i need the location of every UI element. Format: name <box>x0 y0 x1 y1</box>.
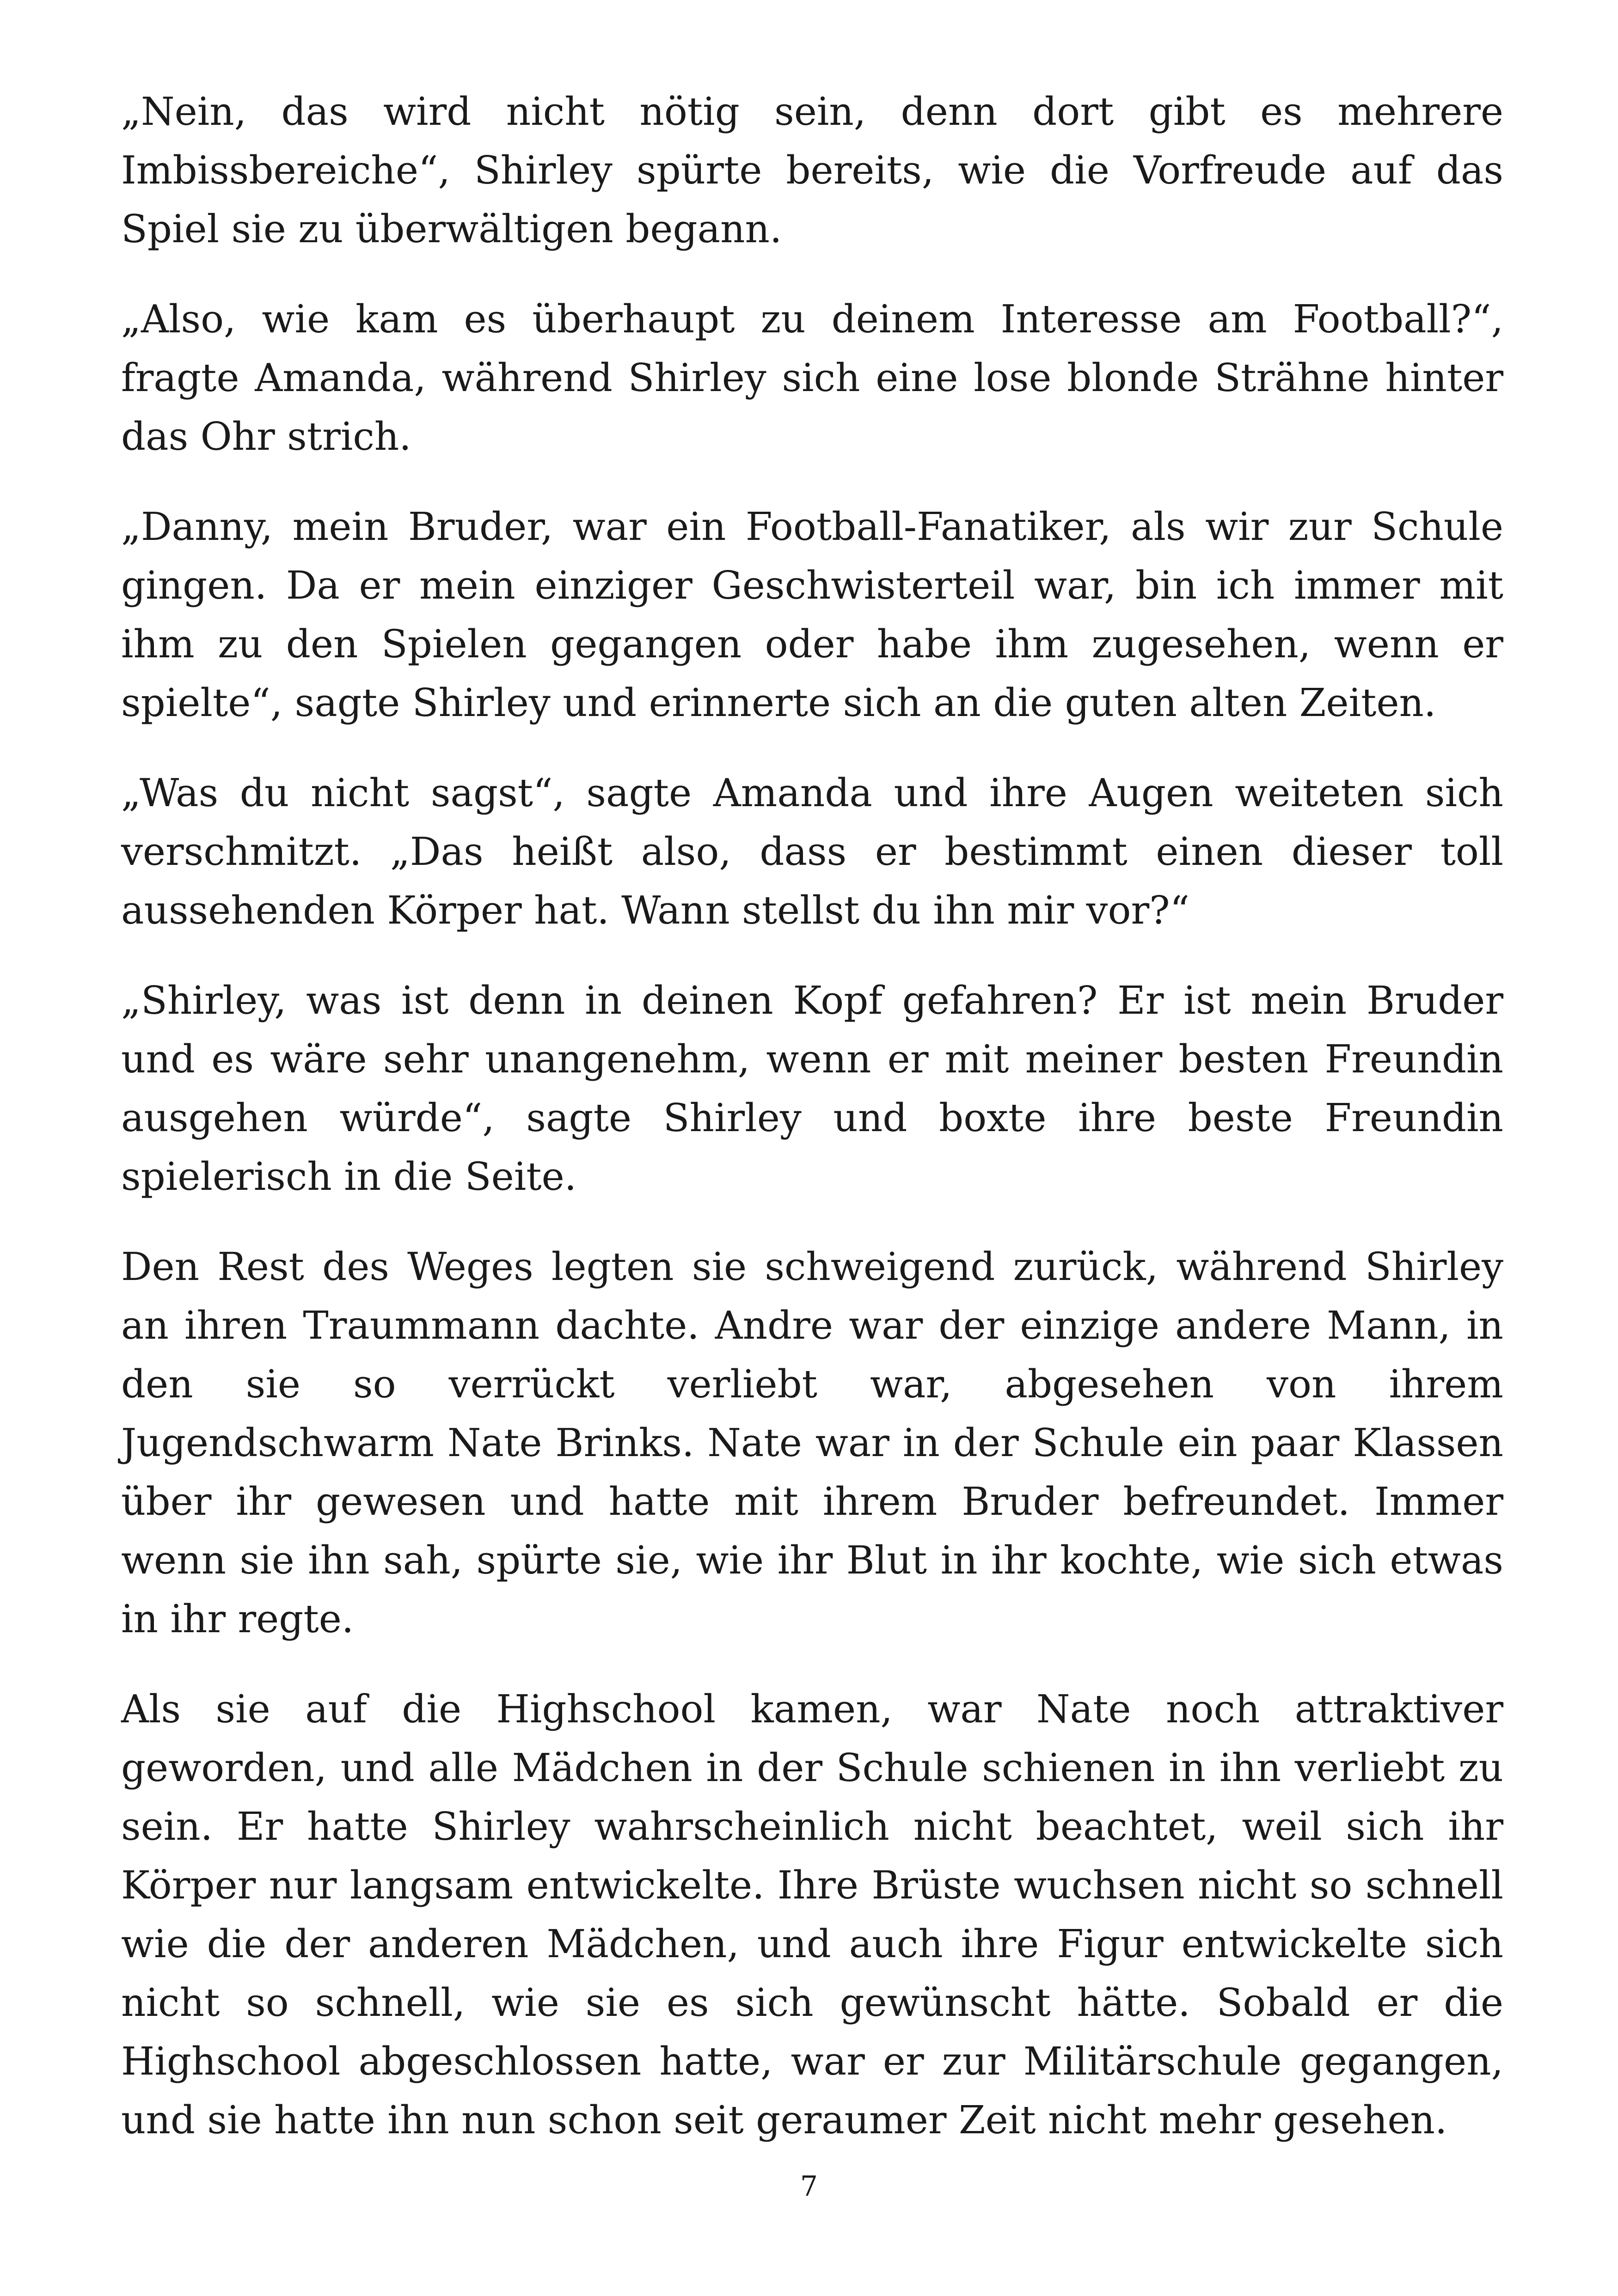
paragraph-1: „Nein, das wird nicht nötig sein, denn dort gibt es mehrere Imbissbereiche“, Shirley spürte bereits, wie die Vorfreude auf das Spiel sie zu überwältigen begann. <box>121 89 1503 251</box>
paragraph-4: „Was du nicht sagst“, sagte Amanda und ihre Augen weiteten sich verschmitzt. „Das heißt also, dass er bestimmt einen dieser toll aussehenden Körper hat. Wann stellst du ihn mir vor?“ <box>121 771 1503 933</box>
paragraph-7: Als sie auf die Highschool kamen, war Nate noch attraktiver geworden, und alle Mädchen in der Schule schienen in ihn verliebt zu sein. Er hatte Shirley wahrscheinlich nicht beachtet, weil sich ihr Körper nur langsam entwickelte. Ihre Brüste wuchsen nicht so schnell wie die der anderen Mädchen, und auch ihre Figur entwickelte sich nicht so schnell, wie sie es sich gewünscht hätte. Sobald er die Highschool abgeschlossen hatte, war er zur Militärschule gegangen, und sie hatte ihn nun schon seit geraumer Zeit nicht mehr gesehen. <box>121 1687 1503 2143</box>
page-number: 7 <box>800 2170 818 2203</box>
paragraph-6: Den Rest des Weges legten sie schweigend zurück, während Shirley an ihren Traummann dachte. Andre war der einzige andere Mann, in den sie so verrückt verliebt war, abgesehen von ihrem Jugendschwarm Nate Brinks. Nate war in der Schule ein paar Klassen über ihr gewesen und hatte mit ihrem Bruder befreundet. Immer wenn sie ihn sah, spürte sie, wie ihr Blut in ihr kochte, wie sich etwas in ihr regte. <box>121 1244 1503 1641</box>
body-text <box>121 82 1503 2181</box>
paragraph-2: „Also, wie kam es überhaupt zu deinem Interesse am Football?“, fragte Amanda, während Shirley sich eine lose blonde Strähne hinter das Ohr strich. <box>121 297 1503 459</box>
paragraph-3: „Danny, mein Bruder, war ein Football-Fanatiker, als wir zur Schule gingen. Da er mein einziger Geschwisterteil war, bin ich immer mit ihm zu den Spielen gegangen oder habe ihm zugesehen, wenn er spielte“, sagte Shirley und erinnerte sich an die guten alten Zeiten. <box>121 504 1503 725</box>
paragraph-5: „Shirley, was ist denn in deinen Kopf gefahren? Er ist mein Bruder und es wäre sehr unangenehm, wenn er mit meiner besten Freundin ausgehen würde“, sagte Shirley und boxte ihre beste Freundin spielerisch in die Seite. <box>121 978 1503 1199</box>
